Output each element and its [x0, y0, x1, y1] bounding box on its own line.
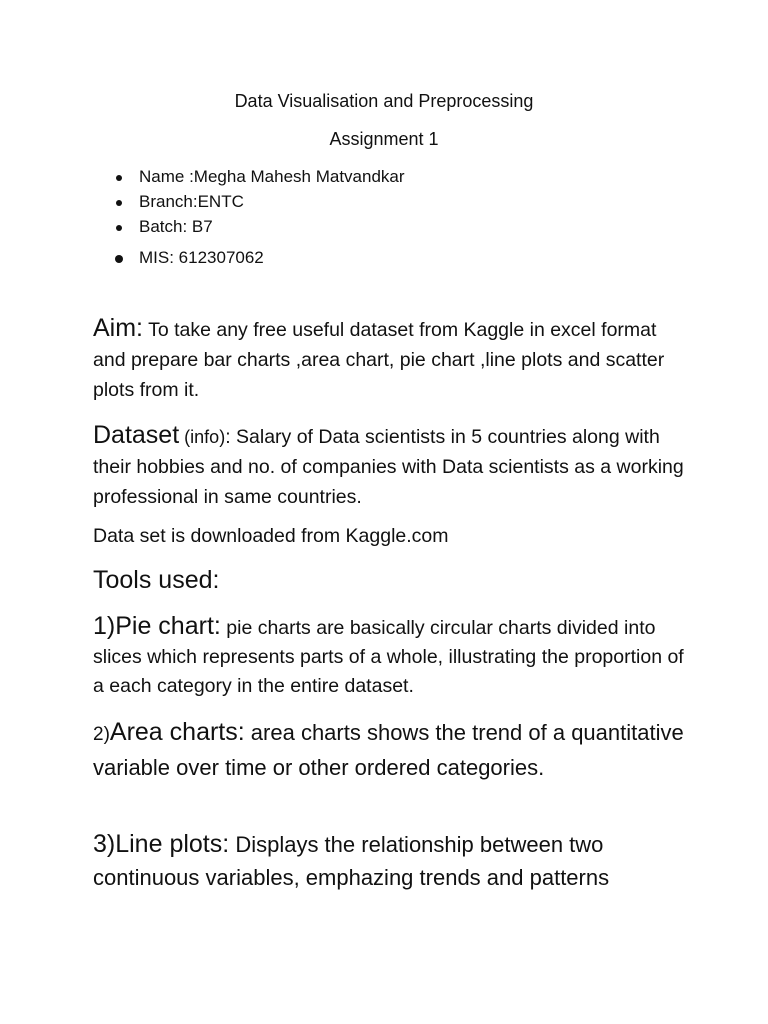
tools-heading: Tools used: [93, 566, 220, 594]
line-plot-text: Displays the relationship between two continuous variables, emphazing trends and patterns [93, 832, 610, 890]
student-branch: Branch:ENTC [139, 192, 244, 211]
bullet-icon [116, 200, 122, 206]
dataset-text: : Salary of Data scientists in 5 countries along with their hobbies and no. of companies with Data scientists as a working professional in same countries. [93, 426, 684, 508]
source-paragraph: Data set is downloaded from Kaggle.com [93, 525, 449, 547]
list-item [114, 191, 405, 216]
dataset-paragraph [93, 420, 693, 512]
student-batch: Batch: B7 [139, 217, 213, 236]
pie-chart-paragraph [93, 612, 693, 701]
list-item [114, 166, 405, 191]
list-item [114, 247, 405, 272]
student-mis: MIS: 612307062 [139, 248, 264, 267]
aim-text: To take any free useful dataset from Kaggle in excel format and prepare bar charts ,area chart, pie chart ,line plots and scatter plots from it. [93, 319, 665, 401]
dataset-heading: Dataset [93, 421, 180, 449]
line-plot-paragraph [93, 828, 693, 894]
student-info-list [114, 166, 405, 272]
area-chart-number: 2) [93, 724, 110, 745]
line-plot-heading: 3)Line plots: [93, 830, 230, 858]
bullet-icon [116, 175, 122, 181]
aim-paragraph [93, 313, 693, 405]
list-item [114, 216, 405, 241]
area-chart-text: area charts shows the trend of a quantitative variable over time or other ordered categories. [93, 720, 684, 780]
pie-chart-heading: 1)Pie chart: [93, 612, 221, 640]
document-title: Data Visualisation and Preprocessing [234, 91, 534, 111]
aim-heading: Aim: [93, 314, 143, 342]
area-chart-heading: Area charts: [109, 718, 245, 746]
bullet-icon [116, 225, 122, 231]
area-chart-paragraph [93, 716, 693, 784]
pie-chart-text: pie charts are basically circular charts divided into slices which represents parts of a whole, illustrating the proportion of a each category in the entire dataset. [93, 617, 684, 697]
student-name: Name :Megha Mahesh Matvandkar [139, 167, 405, 186]
bullet-icon [115, 255, 123, 263]
dataset-info-label: (info) [179, 427, 226, 447]
document-subtitle: Assignment 1 [329, 129, 439, 149]
